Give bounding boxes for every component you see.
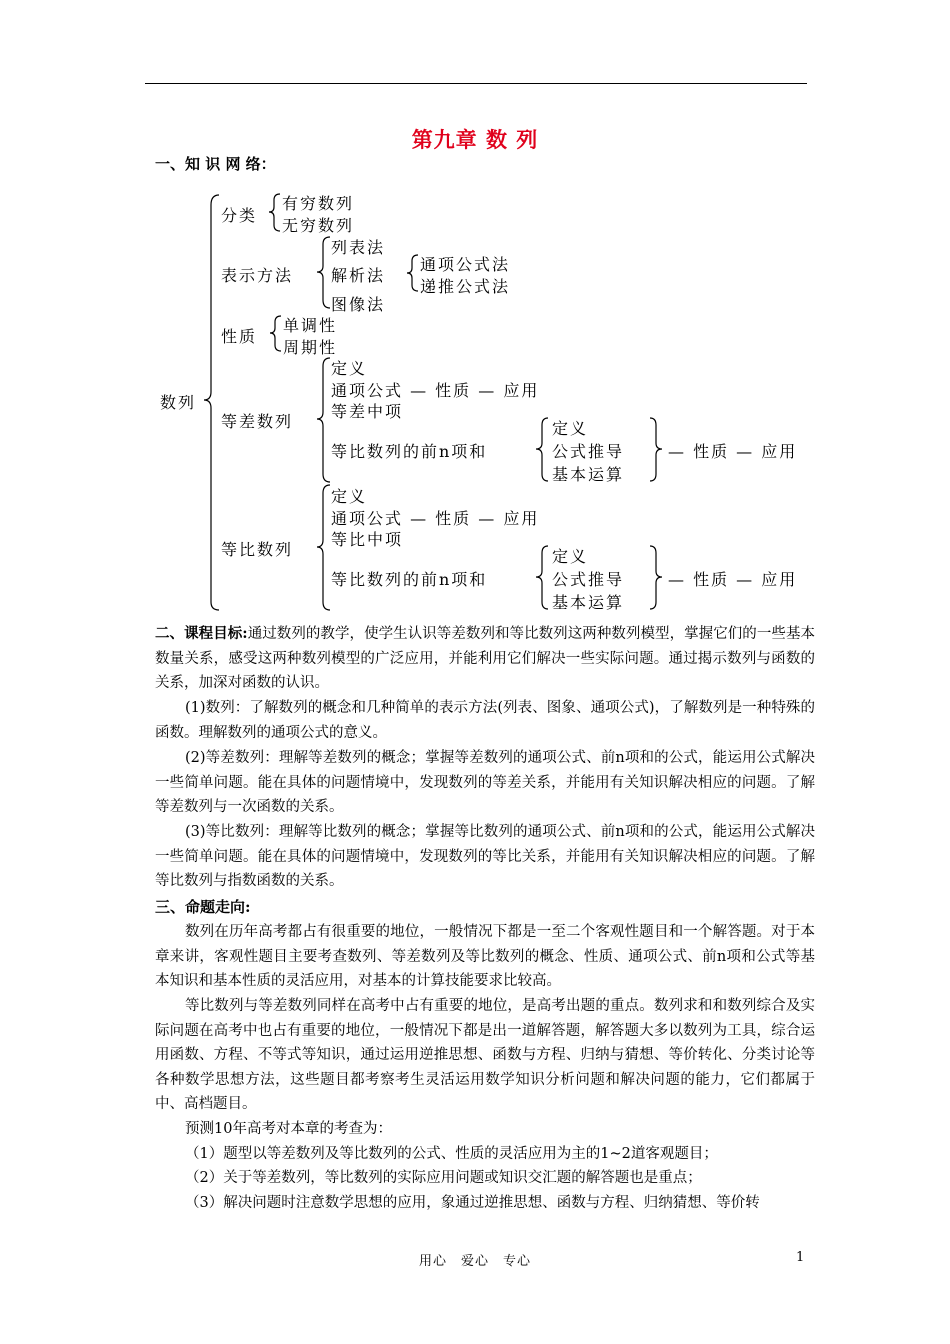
node-arith-sum: 等比数列的前n项和 (331, 442, 488, 461)
node-graph-method: 图像法 (331, 295, 386, 314)
brace-root (204, 195, 219, 610)
node-geo-mean: 等比中项 (331, 530, 404, 549)
node-general-term-method: 通项公式法 (420, 255, 511, 274)
section2-intro: 通过数列的教学，使学生认识等差数列和等比数列这两种数列模型，掌握它们的一些基本数量关系，感受这两种数列模型的广泛应用，并能利用它们解决一些实际问题。通过揭示数列与函数的关系，加深对函数的认识。 (155, 626, 815, 692)
section3-heading: 三、命题走向: (155, 898, 251, 916)
node-geo-sum-operations: 基本运算 (552, 593, 625, 612)
section3-p3: 预测10年高考对本章的考查为： (185, 1121, 392, 1137)
section3-p2: 等比数列与等差数列同样在高考中占有重要的地位，是高考出题的重点。数列求和和数列综合及实际问题在高考中也占有重要的地位，一般情况下都是出一道解答题，解答题大多以数列为工具，综合运用函数、方程、不等式等知识，通过运用逆推思想、函数与方程、归纳与猜想、等价转化、分类讨论等各种数学思想方法，这些题目都考察考生灵活运用数学知识分析问题和解决问题的能力，它们都属于中、高档题目。 (155, 998, 815, 1113)
node-arith-general-term: 通项公式 — 性质 — 应用 (331, 381, 540, 400)
node-recursive-method: 递推公式法 (420, 277, 511, 296)
section2-item1: (1)数列：了解数列的概念和几种简单的表示方法(列表、图象、通项公式)，了解数列是一种特殊的函数。理解数列的通项公式的意义。 (155, 700, 815, 741)
brace-arithmetic-sum-right (650, 418, 662, 481)
node-arith-sum-derivation: 公式推导 (552, 442, 625, 461)
brace-arithmetic-sum (536, 418, 548, 481)
node-monotonicity: 单调性 (283, 316, 338, 335)
brace-arithmetic (317, 358, 330, 482)
section3-list-1: （1）题型以等差数列及等比数列的公式、性质的灵活应用为主的1~2道客观题目； (185, 1146, 718, 1162)
node-geo-sum-definition: 定义 (552, 547, 589, 566)
brace-geometric (317, 485, 330, 610)
node-geo-sum-tail: — 性质 — 应用 (668, 570, 798, 589)
node-properties: 性质 (221, 327, 258, 346)
node-infinite-sequence: 无穷数列 (282, 216, 355, 235)
section3-list-3: （3）解决问题时注意数学思想的应用，象通过逆推思想、函数与方程、归纳猜想、等价转 (185, 1195, 760, 1211)
brace-representation (317, 237, 330, 308)
footer-motto: 用心 爱心 专心 (418, 1254, 531, 1269)
node-geo-sum-derivation: 公式推导 (552, 570, 625, 589)
brace-classification (269, 194, 280, 231)
node-arithmetic: 等差数列 (221, 412, 294, 431)
node-arith-sum-tail: — 性质 — 应用 (668, 442, 798, 461)
node-arith-sum-definition: 定义 (552, 419, 589, 438)
node-geo-definition: 定义 (331, 487, 368, 506)
section1-heading: 一、知 识 网 络： (155, 155, 276, 173)
page-number: 1 (796, 1250, 805, 1265)
node-arith-sum-operations: 基本运算 (552, 465, 625, 484)
brace-analytic (407, 255, 418, 291)
brace-geometric-sum (536, 546, 548, 609)
node-representation: 表示方法 (221, 266, 294, 285)
section3-list-2: （2）关于等差数列，等比数列的实际应用问题或知识交汇题的解答题也是重点； (185, 1170, 702, 1186)
node-analytic-method: 解析法 (331, 266, 386, 285)
node-table-method: 列表法 (331, 238, 386, 257)
brace-properties (270, 316, 281, 351)
brace-geometric-sum-right (650, 546, 662, 609)
node-arith-mean: 等差中项 (331, 402, 404, 421)
page-title: 第九章 数 列 (411, 127, 539, 152)
section3-p1: 数列在历年高考都占有很重要的地位，一般情况下都是一至二个客观性题目和一个解答题。对于本章来讲，客观性题目主要考查数列、等差数列及等比数列的概念、性质、通项公式、前n项和公式等基本知识和基本性质的灵活应用，对基本的计算技能要求比较高。 (155, 924, 815, 990)
section2-intro-paragraph (155, 622, 815, 696)
node-finite-sequence: 有穷数列 (282, 194, 355, 213)
node-geo-sum: 等比数列的前n项和 (331, 570, 488, 589)
section2-item2: (2)等差数列：理解等差数列的概念；掌握等差数列的通项公式、前n项和的公式，能运用公式解决一些简单问题。能在具体的问题情境中，发现数列的等差关系，并能用有关知识解决相应的问题。了解等差数列与一次函数的关系。 (155, 750, 815, 816)
knowledge-tree (0, 0, 950, 620)
node-classification: 分类 (221, 206, 258, 225)
node-geo-general-term: 通项公式 — 性质 — 应用 (331, 509, 540, 528)
section2-item3: (3)等比数列：理解等比数列的概念；掌握等比数列的通项公式、前n项和的公式，能运用公式解决一些简单问题。能在具体的问题情境中，发现数列的等比关系，并能用有关知识解决相应的问题。了解等比数列与指数函数的关系。 (155, 824, 815, 890)
node-arith-definition: 定义 (331, 359, 368, 378)
tree-root: 数列 (160, 393, 197, 412)
node-geometric: 等比数列 (221, 540, 294, 559)
node-periodicity: 周期性 (283, 338, 338, 357)
section2-heading: 二、课程目标: (155, 625, 248, 642)
